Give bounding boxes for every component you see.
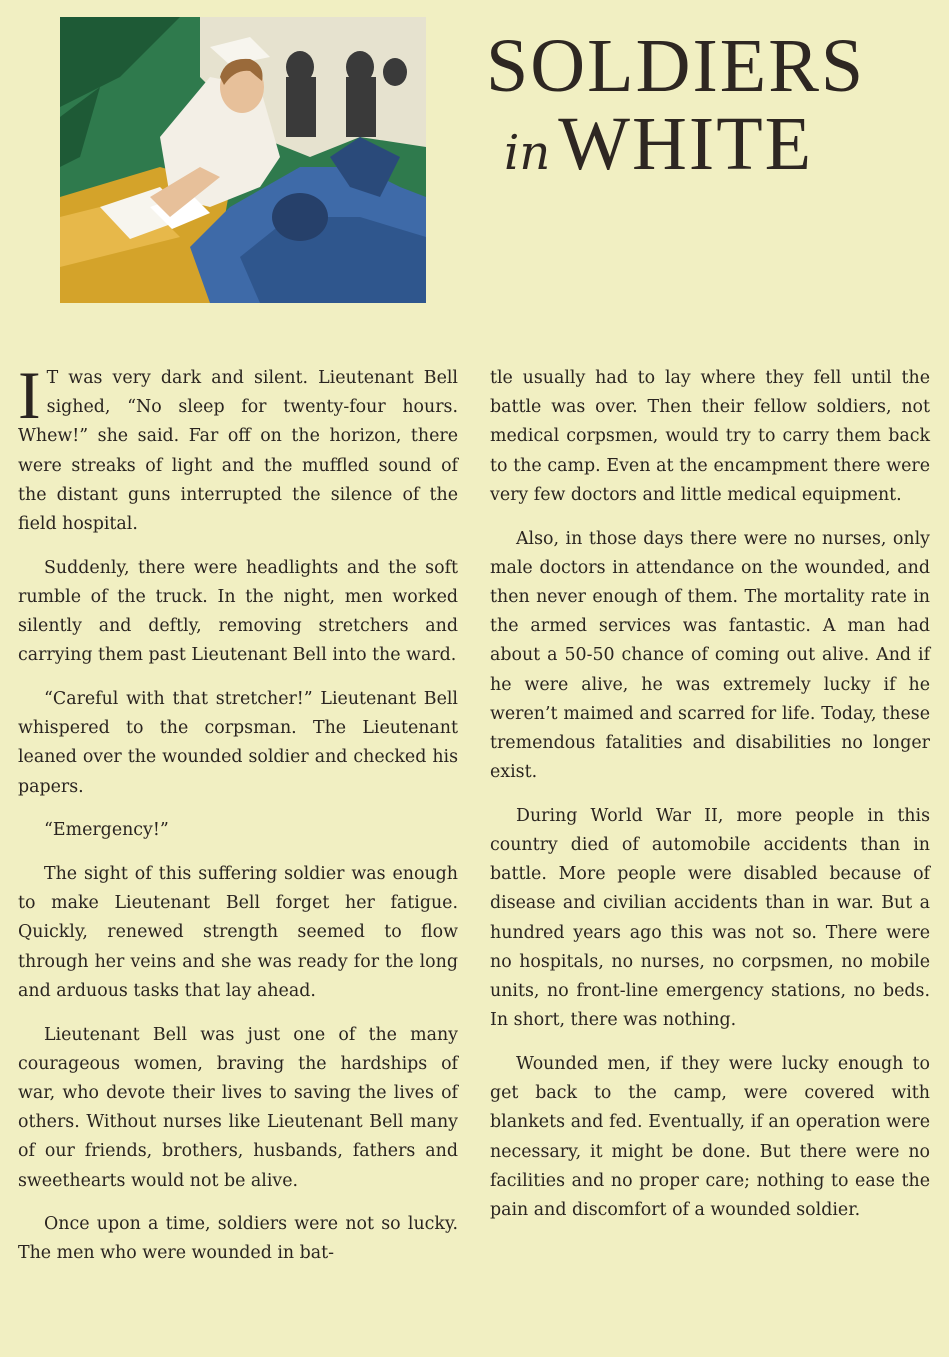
nurse-tending-wounded-soldier-illustration [60,17,426,303]
headline-in: in [504,125,551,181]
right-column [490,364,930,1240]
paragraph: tle usually had to lay where they fell until the battle was over. Then their fellow soldiers, not medical corpsmen, would try to carry them back to the camp. Even at the encampment there were very few doctors and little medical equipment. [490,368,930,505]
paragraph: The sight of this suffering soldier was enough to make Lieutenant Bell forget her fatigue. Quickly, renewed strength seemed to flow through her veins and she was ready for the long and arduous tasks that lay ahead. [18,864,458,1001]
headline-white: WHITE [558,102,814,186]
headline-soldiers: SOLDIERS [486,24,866,108]
paragraph: “Emergency!” [44,820,169,841]
paragraph: Also, in those days there were no nurses, only male doctors in attendance on the wounded, and then never enough of them. The mortality rate in the armed services was fantastic. A man had about a 50-50 chance of coming out alive. And if he were alive, he was extremely lucky if he weren’t maimed and scarred for life. Today, these tremendous fatalities and disabilities no longer exist. [490,528,930,783]
left-column [18,357,458,1283]
paragraph: “Careful with that stretcher!” Lieutenant Bell whispered to the corpsman. The Lieutenant leaned over the wounded soldier and checked his papers. [18,689,458,797]
story-headline [480,24,920,186]
paragraph: Suddenly, there were headlights and the soft rumble of the truck. In the night, men worked silently and deftly, removing stretchers and carrying them past Lieutenant Bell into the ward. [18,557,458,666]
paragraph-text: T was very dark and silent. Lieutenant Bell sighed, “No sleep for twenty-four hours. Whew!” she said. Far off on the horizon, there were streaks of light and the muffled sound of the distant guns interrupted the silence of the field hospital. [18,368,458,535]
paragraph: Once upon a time, soldiers were not so lucky. The men who were wounded in bat- [18,1214,458,1264]
paragraph: Lieutenant Bell was just one of the many courageous women, braving the hardships of war, who devote their lives to saving the lives of others. Without nurses like Lieutenant Bell many of our friends, brothers, husbands, fathers and sweethearts would not be alive. [18,1024,458,1191]
drop-cap: I [18,357,41,433]
paragraph [18,357,458,539]
paragraph: Wounded men, if they were lucky enough to get back to the camp, were covered with blankets and fed. Eventually, if an operation were necessary, it might be done. But there were no facilities and no proper care; nothing to ease the pain and discomfort of a wounded soldier. [490,1053,930,1220]
headline-in-white [504,102,814,186]
story-illustration [60,17,426,303]
paragraph: During World War II, more people in this country died of automobile accidents than in battle. More people were disabled because of disease and civilian accidents than in war. But a hundred years ago this was not so. There were no hospitals, no nurses, no corpsmen, no mobile units, no front-line emergency stations, no beds. In short, there was nothing. [490,805,930,1031]
